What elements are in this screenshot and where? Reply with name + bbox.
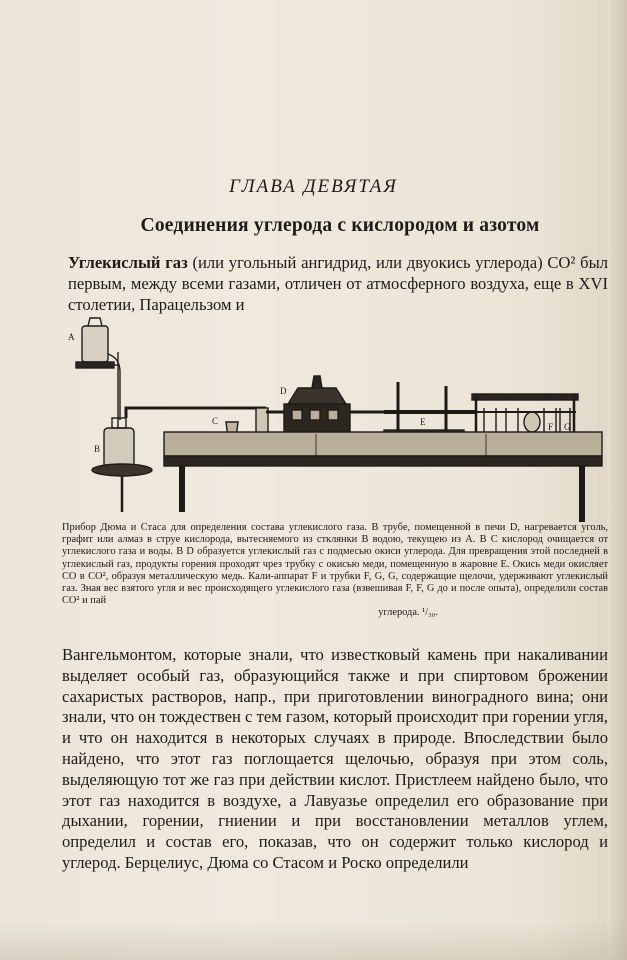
page-edge-shadow — [607, 0, 627, 960]
intro-lead: Углекислый газ — [68, 253, 188, 272]
label-a: A — [68, 332, 75, 342]
body-paragraph: Вангельмонтом, которые знали, что известковый камень при накаливании выделяет особый газ, образующийся также и при спиртовом брожении сахаристых растворов, напр., при приготовлении виноградного вина; они знали, что он тождествен с тем газом, который происходит при горении угля, и что он находится в некоторых случаях в природе. Впоследствии было найдено, что этот газ поглощается щелочью, образуя при этом соль, выделяющую тот же газ при действии кислот. Пристлеем найдено было, что этот газ находится в воздухе, а Лавуазье определил его образование при дыхании, горении, гниении и при восстановлении металлов углем, определил и состав его, показав, что он содержит только кислород и углерод. Берцелиус, Дюма со Стасом и Роско определили — [62, 645, 608, 872]
intro-paragraph — [68, 252, 608, 315]
chapter-title: Соединения углерода с кислородом и азотом — [140, 215, 540, 236]
intro-text: (или угольный ангидрид, или двуокись углерода) CO² был первым, между всеми газами, отличен от атмосферного воздуха, еще в XVI столетии, Парацельзом и — [68, 253, 608, 314]
apparatus-illustration — [66, 312, 606, 524]
label-g: G — [564, 422, 571, 432]
figure-caption — [62, 522, 608, 620]
label-f: F — [548, 422, 554, 432]
label-d: D — [280, 386, 287, 396]
label-b: B — [94, 444, 101, 454]
caption-last-line: углерода. ¹/₃₀. — [378, 607, 438, 619]
label-e: E — [420, 417, 426, 427]
chapter-label: ГЛАВА ДЕВЯТАЯ — [229, 176, 398, 197]
page-bottom-shadow — [0, 920, 627, 960]
label-c: C — [212, 416, 219, 426]
caption-text: Прибор Дюма и Стаса для определения состава углекислого газа. В трубе, помещенной в печи D, нагревается уголь, графит или алмаз в струе кислорода, вытесняемого из стклянки B водою, текущею из A. В C кислород очищается от углекислого газа и воды. В D образуется углекислый газ с подмесью окиси углерода. Для превращения этой последней в углекислый газ, продукты горения проходят чрез трубку с окисью меди, помещенную в жаровне E. Окись меди окисляет CO в CO², образуя металлическую медь. Кали-аппарат F и трубки F, G, G, содержащие щелочи, удерживают углекислый газ. Зная вес взятого угля и вес происходящего углекислого газа (взвешивая F, F, G до и после опыта), определили состав CO² и пай — [62, 522, 608, 607]
